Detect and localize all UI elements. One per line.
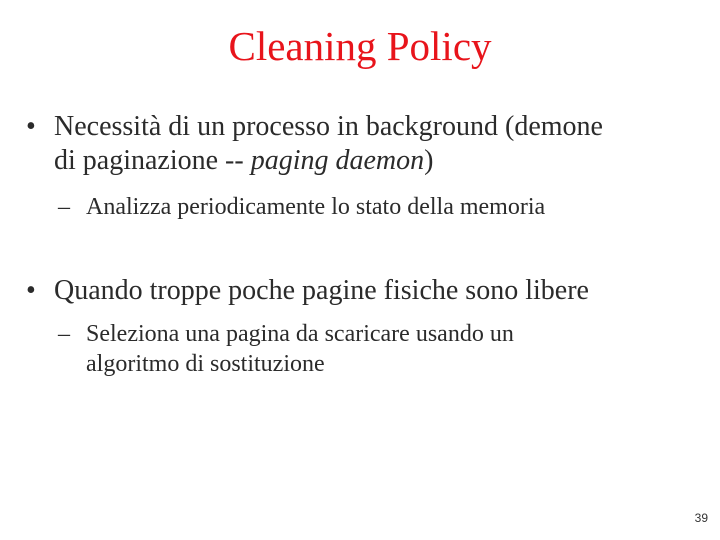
sub-bullet-line: Seleziona una pagina da scaricare usando un bbox=[86, 321, 514, 347]
bullet-text: Quando troppe poche pagine fisiche sono libere bbox=[54, 275, 589, 306]
bullet-marker: • bbox=[26, 275, 36, 306]
slide-title: Cleaning Policy bbox=[228, 23, 492, 69]
sub-bullet-line: algoritmo di sostituzione bbox=[86, 351, 325, 377]
bullet-marker: • bbox=[26, 111, 36, 142]
sub-bullet-marker: – bbox=[58, 194, 70, 220]
bullet-text-segment: di paginazione -- bbox=[54, 145, 251, 176]
bullet-line bbox=[54, 144, 714, 178]
sub-bullet-text: Analizza periodicamente lo stato della memoria bbox=[86, 194, 546, 220]
sub-bullet-text bbox=[86, 319, 686, 379]
sub-bullet-marker: – bbox=[58, 321, 70, 347]
bullet-text-segment: ) bbox=[424, 145, 434, 176]
page-number: 39 bbox=[694, 511, 708, 525]
bullet-line: Necessità di un processo in background (demone bbox=[54, 111, 603, 142]
italic-term: paging daemon bbox=[250, 145, 425, 176]
bullet-text bbox=[54, 110, 714, 178]
